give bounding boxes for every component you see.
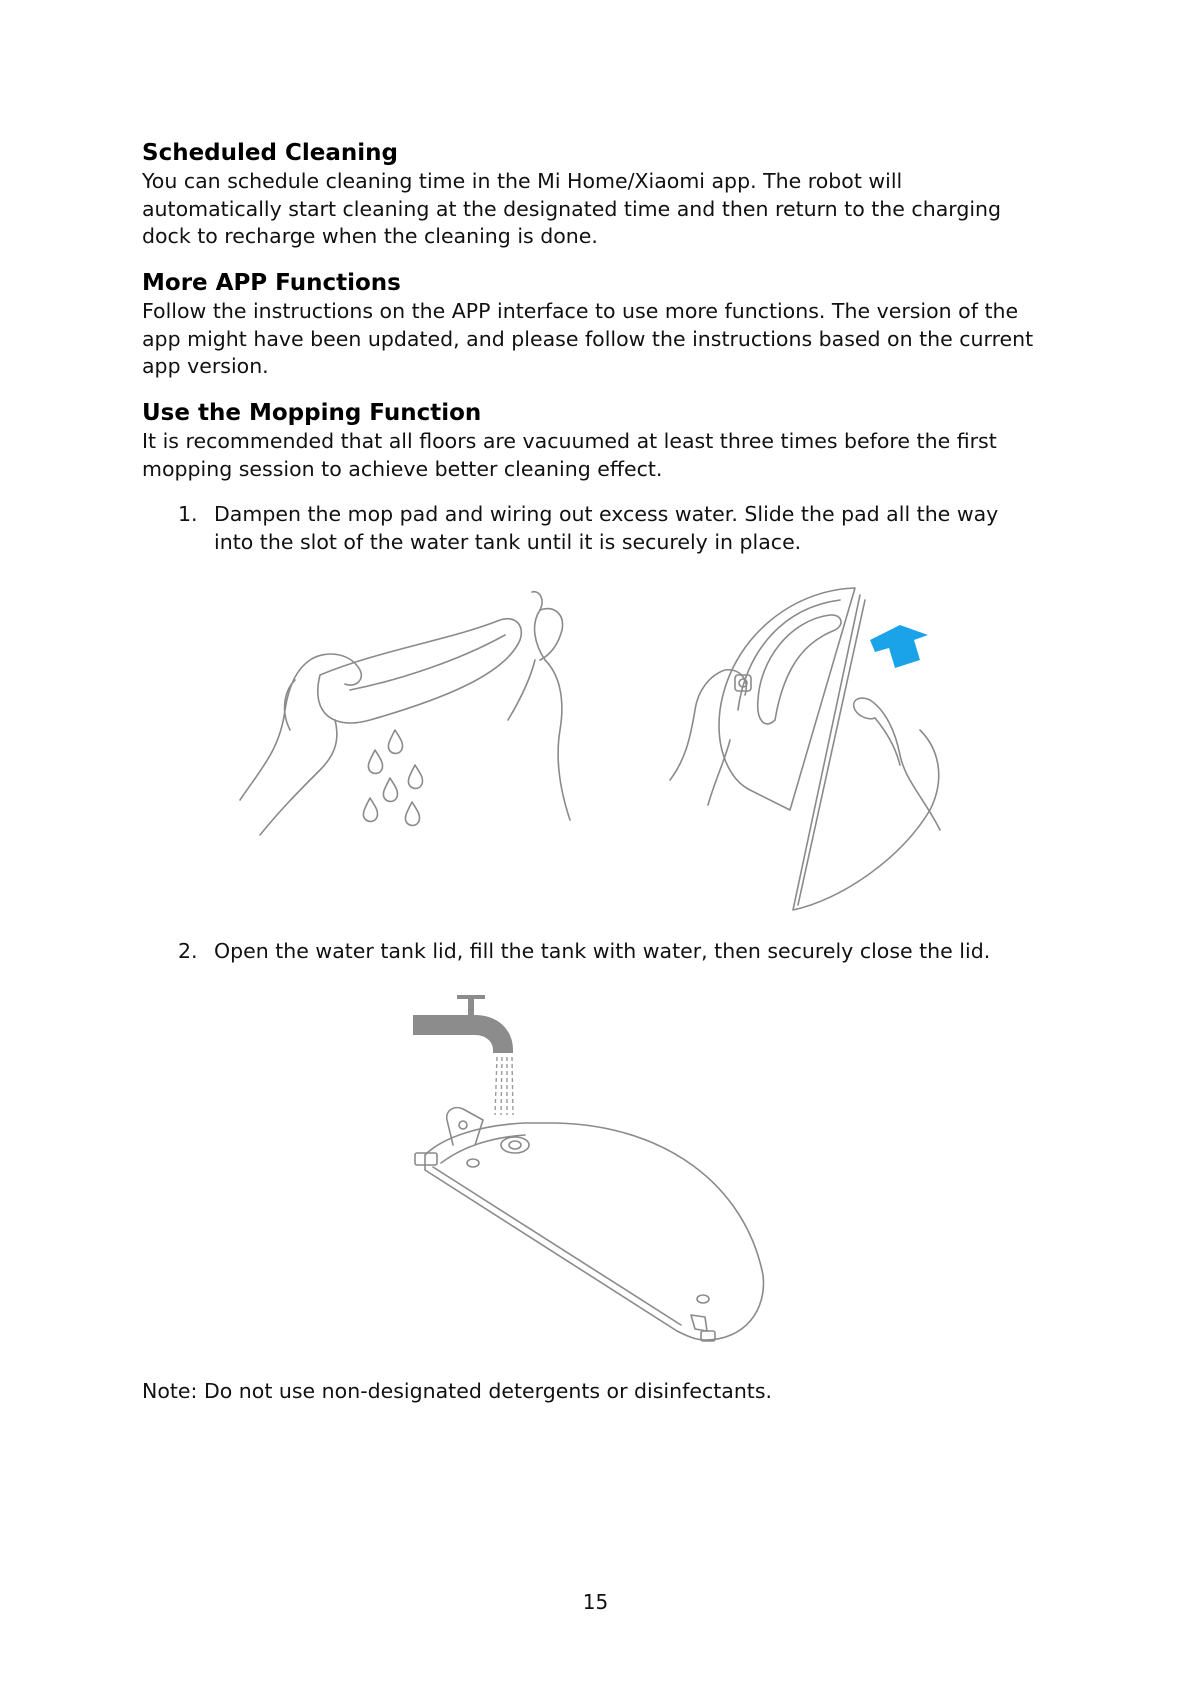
step-text: Dampen the mop pad and wiring out excess water. Slide the pad all the way into the slot of the water tank until it is securely in place. bbox=[214, 502, 999, 554]
note bbox=[142, 1378, 1042, 1406]
fill-water-tank-illustration bbox=[405, 995, 785, 1360]
step-text: Open the water tank lid, fill the tank with water, then securely close the lid. bbox=[214, 939, 991, 963]
section-title: More APP Functions bbox=[142, 270, 401, 296]
step-number: 1. bbox=[178, 502, 198, 526]
section-body: Follow the instructions on the APP interface to use more functions. The version of the app might have been updated, and please follow the instructions based on the current app version. bbox=[142, 299, 1034, 378]
section-mopping-function bbox=[142, 398, 1042, 483]
attach-mop-pad-to-tank-illustration bbox=[670, 580, 950, 910]
hands-wringing-mop-pad-illustration bbox=[240, 580, 610, 840]
section-scheduled-cleaning bbox=[142, 138, 1042, 251]
section-more-app-functions bbox=[142, 268, 1042, 381]
page-number: 15 bbox=[582, 1590, 609, 1614]
section-body: It is recommended that all floors are vacuumed at least three times before the first mopping session to achieve better cleaning effect. bbox=[142, 429, 997, 481]
section-title: Use the Mopping Function bbox=[142, 400, 482, 426]
step-2 bbox=[178, 938, 1038, 966]
section-title: Scheduled Cleaning bbox=[142, 140, 398, 166]
step-1 bbox=[178, 501, 1038, 557]
faucet-icon bbox=[413, 995, 513, 1053]
step-number: 2. bbox=[178, 939, 198, 963]
section-body: You can schedule cleaning time in the Mi Home/Xiaomi app. The robot will automatically start cleaning at the designated time and then return to the charging dock to recharge when the cleaning is done. bbox=[142, 169, 1002, 248]
note-text: Note: Do not use non-designated detergents or disinfectants. bbox=[142, 1379, 773, 1403]
